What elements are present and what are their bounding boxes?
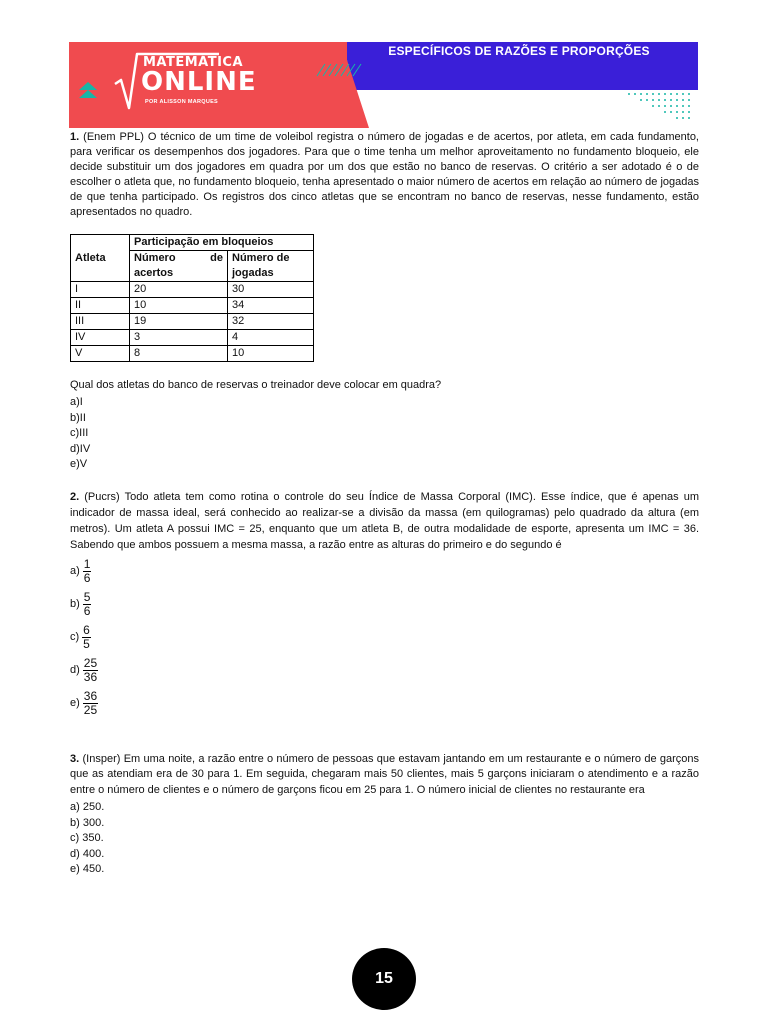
question-3-number: 3. [70,752,80,765]
cell-acertos: 10 [130,298,228,314]
cell-acertos: 19 [130,314,228,330]
option-e: e) 450. [70,863,105,875]
table-row [71,298,314,314]
cell-jogadas: 34 [228,298,314,314]
option-b: b) 300. [70,816,105,829]
option-a [70,555,699,588]
question-2-options [70,555,699,720]
question-1-text [70,130,699,220]
logo-main-text: ONLINE [141,67,257,97]
question-1-options [70,395,699,473]
logo [121,52,261,112]
option-e [70,687,699,720]
question-1-body: (Enem PPL) O técnico de um time de voleibol registra o número de jogadas e de acertos, por atleta, em cada fundamento, para verificar os desempenhos dos jogadores. Para que o time tenha um melhor aproveitamento no fundamento bloqueio, ele decide substituir um dos jogadores em quadra por um dos que estão no banco de reservas. O critério a ser adotado é o de escolher o atleta que, no fundamento bloqueio, tenha apresentado o maior número de acertos em relação ao número de jogadas de que tenha participado. Os registros dos cinco atletas que se encontram no banco de reservas, nesse fundamento, estão apresentados no quadro. [70,131,699,218]
banner-title: ESPECÍFICOS DE RAZÕES E PROPORÇÕES [388,44,650,58]
fraction [83,558,92,585]
fraction [83,690,98,717]
question-2-number: 2. [70,490,80,503]
table-header-atleta: Atleta [71,235,130,282]
option-d: d)IV [70,442,91,455]
bloqueio-table [70,234,314,362]
cell-atleta: II [71,298,130,314]
option-label: a) [70,564,80,577]
page-content [70,130,699,878]
option-label: d) [70,663,80,676]
denominator: 6 [83,570,91,585]
numerator: 5 [83,589,91,604]
cell-jogadas: 32 [228,314,314,330]
option-a: a) 250. [70,801,105,813]
table-row [71,282,314,298]
option-d: d) 400. [70,847,105,860]
denominator: 6 [83,603,91,618]
numerator: 36 [83,688,98,703]
numerator: 25 [83,655,98,670]
cell-acertos: 3 [130,330,228,346]
option-a: a)I [70,396,83,408]
cell-atleta: I [71,282,130,298]
fraction [83,657,98,684]
table-row [71,330,314,346]
fraction [82,624,91,651]
numerator: 6 [83,622,90,637]
question-1-prompt: Qual dos atletas do banco de reservas o treinador deve colocar em quadra? [70,379,442,391]
table-header-jogadas: Número de jogadas [228,251,314,282]
cell-jogadas: 4 [228,330,314,346]
question-3-body: (Insper) Em uma noite, a razão entre o número de pessoas que estavam jantando em um restaurante e o número de garçons que as atendiam era de 30 para 1. Em seguida, chegaram mais 50 clientes, mais 5 garçons iniciaram o atendimento e a razão entre o número de clientes e o número de garçons ficou em 25 para 1. O número inicial de clientes no restaurante era [70,752,700,796]
option-e: e)V [70,458,88,470]
option-c: c)III [70,427,89,439]
table-row [71,346,314,362]
table-row [71,314,314,330]
denominator: 36 [83,669,98,684]
cell-atleta: IV [71,330,130,346]
option-label: b) [70,597,80,610]
logo-top-text: MATEMÁTICA [143,55,244,70]
fraction [83,591,92,618]
cell-jogadas: 30 [228,282,314,298]
option-c: c) 350. [70,832,104,844]
cell-acertos: 8 [130,346,228,362]
page-number: 15 [352,948,416,1010]
cell-atleta: III [71,314,130,330]
option-b: b)II [70,411,86,424]
denominator: 25 [83,702,98,717]
numerator: 1 [83,556,91,571]
table-header-acertos: Número de acertos [130,251,228,282]
table-group-header: Participação em bloqueios [130,235,314,251]
option-label: c) [70,630,80,643]
question-2-body: (Pucrs) Todo atleta tem como rotina o controle do seu Índice de Massa Corporal (IMC). Esse índice, que é apenas um indicador de massa ideal, será conhecido ao realizar-se a divisão da massa (em quilogramas) pelo quadrado da altura (em metros). Um atleta A possui IMC = 25, enquanto que um atleta B, de outra modalidade de esporte, apresenta um IMC = 36. Sabendo que ambos possuem a mesma massa, a razão entre as alturas do primeiro e do segundo é [70,490,699,551]
question-3-text [70,752,699,799]
option-label: e) [70,696,80,709]
page-header [69,42,698,128]
cell-jogadas: 10 [228,346,314,362]
logo-subtitle: POR ALISSON MARQUES [145,99,219,105]
cell-acertos: 20 [130,282,228,298]
cell-atleta: V [71,346,130,362]
question-3-options [70,800,699,878]
question-1-number: 1. [70,131,80,143]
option-d [70,654,699,687]
option-b [70,588,699,621]
question-2-text [70,489,699,553]
option-c [70,621,699,654]
denominator: 5 [83,636,90,651]
